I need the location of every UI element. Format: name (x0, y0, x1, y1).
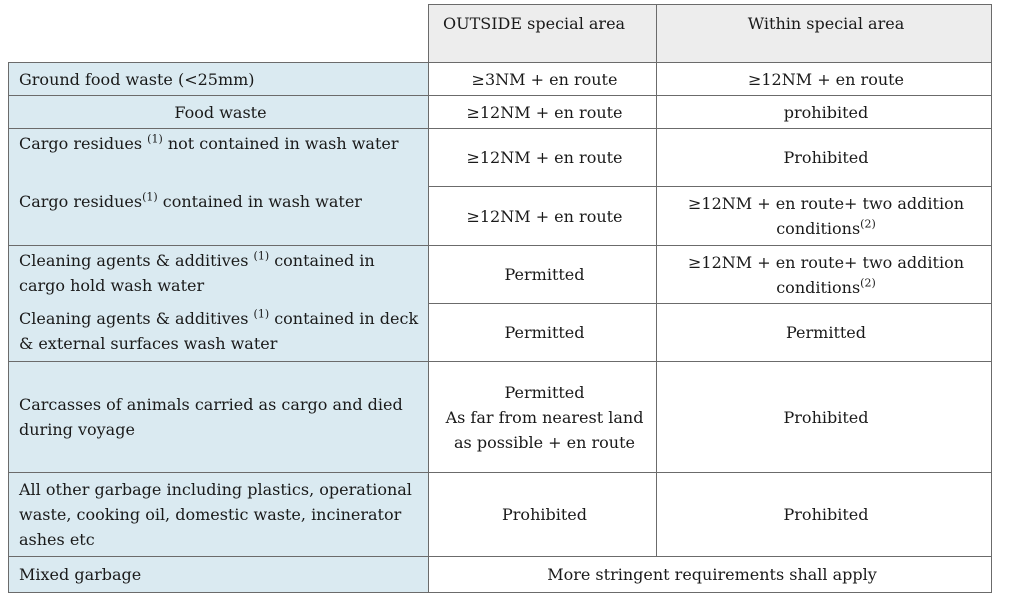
row-label: Cargo residues $^{(1)}$ not contained in wash water (9, 129, 429, 187)
row-label: Cleaning agents & additives $^{(1)}$ contained in deck & external surfaces wash water (9, 304, 429, 362)
row-label: Ground food waste (<25mm) (9, 63, 429, 96)
row-within-value: ≥12NM + en route+ two addition conditions$^{(2)}$ (657, 246, 992, 304)
row-outside-value: Permitted (429, 246, 657, 304)
table-row (9, 473, 992, 557)
row-outside-value: Prohibited (429, 473, 657, 557)
table-row (9, 63, 992, 96)
row-within-value: ≥12NM + en route (657, 63, 992, 96)
row-outside-value: ≥12NM + en route (429, 187, 657, 246)
table-row (9, 129, 992, 187)
row-within-value: ≥12NM + en route+ two addition conditions$^{(2)}$ (657, 187, 992, 246)
garbage-discharge-table (8, 4, 992, 593)
row-outside-value: Permitted (429, 304, 657, 362)
row-within-value: Prohibited (657, 129, 992, 187)
row-label: Cleaning agents & additives $^{(1)}$ contained in cargo hold wash water (9, 246, 429, 304)
row-outside-value: ≥12NM + en route (429, 129, 657, 187)
header-within-special-area: Within special area (657, 5, 992, 63)
row-label: Mixed garbage (9, 557, 429, 593)
table-header-row (9, 5, 992, 63)
row-within-value: Permitted (657, 304, 992, 362)
row-outside-value: Permitted As far from nearest land as possible + en route (429, 362, 657, 473)
row-merged-value: More stringent requirements shall apply (429, 557, 992, 593)
table-row (9, 557, 992, 593)
row-within-value: Prohibited (657, 362, 992, 473)
table-row (9, 362, 992, 473)
row-label: Carcasses of animals carried as cargo and died during voyage (9, 362, 429, 473)
table-row (9, 96, 992, 129)
row-within-value: Prohibited (657, 473, 992, 557)
row-label: Food waste (9, 96, 429, 129)
row-outside-value: ≥3NM + en route (429, 63, 657, 96)
header-blank-cell (9, 5, 429, 63)
table-row (9, 246, 992, 304)
row-label: All other garbage including plastics, operational waste, cooking oil, domestic waste, incinerator ashes etc (9, 473, 429, 557)
table-row (9, 187, 992, 246)
row-within-value: prohibited (657, 96, 992, 129)
header-outside-special-area: OUTSIDE special area (429, 5, 657, 63)
row-label: Cargo residues$^{(1)}$ contained in wash water (9, 187, 429, 246)
table-row (9, 304, 992, 362)
row-outside-value: ≥12NM + en route (429, 96, 657, 129)
